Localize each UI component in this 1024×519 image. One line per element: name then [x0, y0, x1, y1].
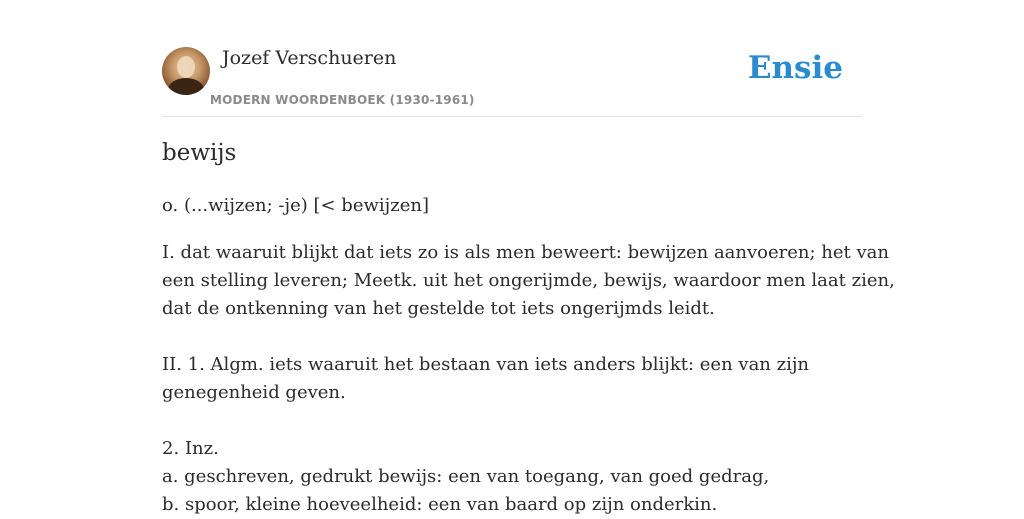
entry-grammar: o. (...wijzen; -je) [< bewijzen]	[162, 195, 429, 216]
definition-line: genegenheid geven.	[162, 382, 346, 403]
header	[162, 46, 862, 117]
definition-line: I. dat waaruit blijkt dat iets zo is als men beweert: bewijzen aanvoeren; het van	[162, 242, 889, 263]
avatar-body	[168, 78, 204, 95]
definition-line: een stelling leveren; Meetk. uit het ongerijmde, bewijs, waardoor men laat zien,	[162, 270, 895, 291]
brand-logo[interactable]: Ensie	[747, 50, 843, 86]
avatar-face	[177, 56, 195, 78]
definition-line: II. 1. Algm. iets waaruit het bestaan van iets anders blijkt: een van zijn	[162, 354, 810, 375]
definition-line: a. geschreven, gedrukt bewijs: een van toegang, van goed gedrag,	[162, 466, 770, 487]
dictionary-source[interactable]: MODERN WOORDENBOEK (1930-1961)	[210, 93, 475, 107]
definition-line: 2. Inz.	[162, 438, 219, 459]
definition-line: dat de ontkenning van het gestelde tot iets ongerijmds leidt.	[162, 298, 715, 319]
definition-line: b. spoor, kleine hoeveelheid: een van baard op zijn onderkin.	[162, 494, 718, 515]
author-name[interactable]: Jozef Verschueren	[222, 47, 397, 69]
author-avatar[interactable]	[162, 47, 210, 95]
entry-headword: bewijs	[162, 140, 237, 166]
